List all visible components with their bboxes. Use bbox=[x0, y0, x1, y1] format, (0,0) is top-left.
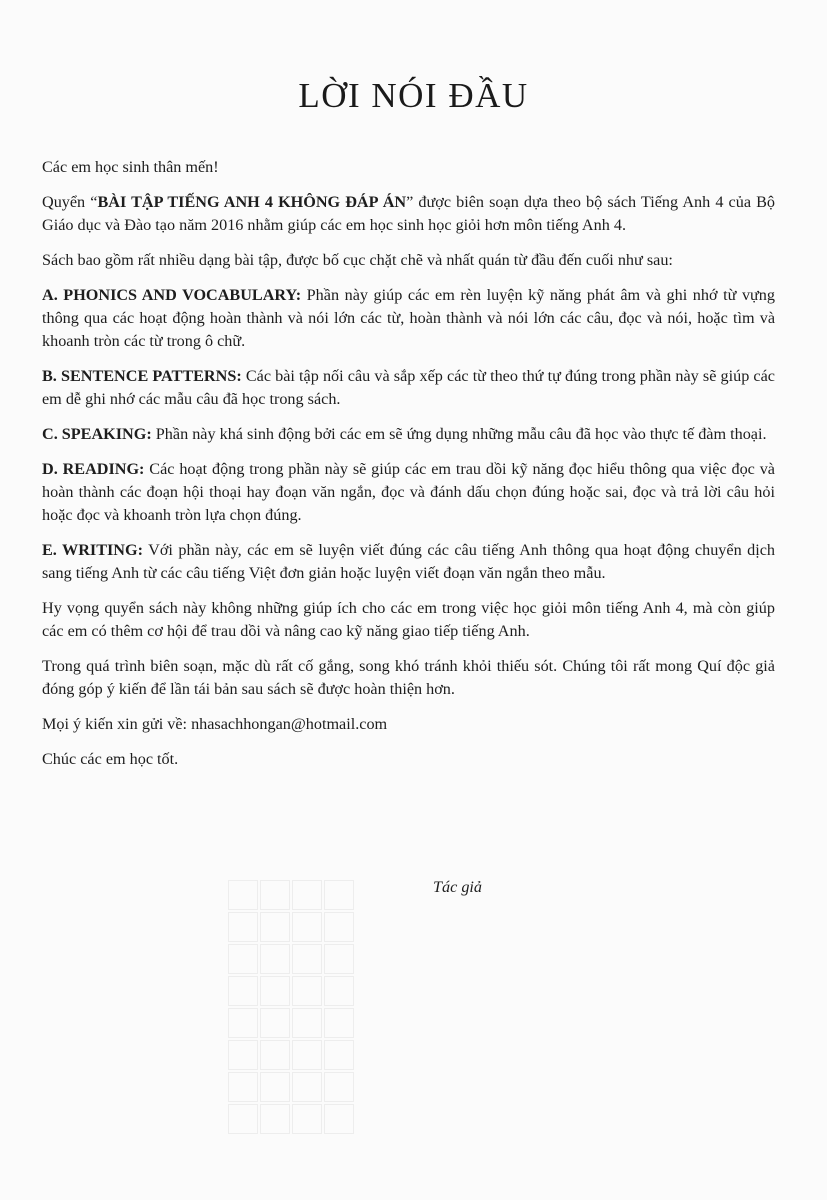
show-through-grid-artifact bbox=[228, 880, 354, 1134]
contact-label: Mọi ý kiến xin gửi về: bbox=[42, 715, 192, 733]
apology-paragraph: Trong quá trình biên soạn, mặc dù rất cố gắng, song khó tránh khỏi thiếu sót. Chúng tôi rất mong Quí độc giả đóng góp ý kiến để lần tái bản sau sách sẽ được hoàn thiện hơn. bbox=[42, 657, 775, 698]
section-heading: C. SPEAKING: bbox=[42, 425, 152, 443]
intro-paragraph bbox=[42, 191, 775, 237]
contact-paragraph bbox=[42, 713, 775, 736]
section-text: Các hoạt động trong phần này sẽ giúp các em trau dồi kỹ năng đọc hiểu thông qua việc đọc và hoàn thành các đoạn hội thoại hay đoạn văn ngắn, đọc và đánh dấu chọn đúng hoặc sai, đọc và trả lời câu hỏi hoặc đọc và khoanh tròn lựa chọn đúng. bbox=[42, 460, 775, 524]
intro-text-before: Quyển “ bbox=[42, 193, 98, 211]
structure-intro-paragraph: Sách bao gồm rất nhiều dạng bài tập, được bố cục chặt chẽ và nhất quán từ đầu đến cuối như sau: bbox=[42, 251, 673, 269]
section-paragraph-reading bbox=[42, 458, 775, 527]
page-title: LỜI NÓI ĐẦU bbox=[298, 76, 529, 115]
section-text: Với phần này, các em sẽ luyện viết đúng các câu tiếng Anh thông qua hoạt động chuyển dịch sang tiếng Anh từ các câu tiếng Việt đơn giản hoặc luyện viết đoạn văn ngắn theo mẫu. bbox=[42, 541, 776, 582]
section-heading: E. WRITING: bbox=[42, 541, 143, 559]
section-text: Phần này khá sinh động bởi các em sẽ ứng dụng những mẫu câu đã học vào thực tế đàm thoại. bbox=[151, 425, 767, 443]
preface-body bbox=[42, 156, 775, 783]
book-title: BÀI TẬP TIẾNG ANH 4 KHÔNG ĐÁP ÁN bbox=[97, 193, 407, 211]
section-heading: B. SENTENCE PATTERNS: bbox=[42, 367, 242, 385]
contact-email: nhasachhongan@hotmail.com bbox=[191, 715, 388, 733]
section-text: Phần này giúp các em rèn luyện kỹ năng phát âm và ghi nhớ từ vựng thông qua các hoạt động hoàn thành và nói lớn các từ, hoàn thành và nói lớn các câu, đọc và nói, hoặc tìm và khoanh tròn các từ trong ô chữ. bbox=[42, 286, 775, 350]
section-paragraph-speaking bbox=[42, 423, 775, 446]
section-paragraph-phonics bbox=[42, 284, 775, 353]
section-text: Các bài tập nối câu và sắp xếp các từ theo thứ tự đúng trong phần này sẽ giúp các em dễ ghi nhớ các mẫu câu đã học trong sách. bbox=[42, 367, 775, 408]
intro-text-after: ” được biên soạn dựa theo bộ sách Tiếng Anh 4 của Bộ Giáo dục và Đào tạo năm 2016 nhằm giúp các em học sinh học giỏi hơn môn tiếng Anh 4. bbox=[42, 193, 776, 234]
section-heading: D. READING: bbox=[42, 460, 145, 478]
section-paragraph-writing bbox=[42, 539, 775, 585]
author-signature: Tác giả bbox=[433, 878, 483, 896]
closing-paragraph: Chúc các em học tốt. bbox=[42, 750, 179, 768]
greeting-paragraph: Các em học sinh thân mến! bbox=[42, 158, 219, 176]
section-paragraph-sentence-patterns bbox=[42, 365, 775, 411]
section-heading: A. PHONICS AND VOCABULARY: bbox=[42, 286, 302, 304]
hope-paragraph: Hy vọng quyển sách này không những giúp ích cho các em trong việc học giỏi môn tiếng Anh 4, mà còn giúp các em có thêm cơ hội để trau dồi và nâng cao kỹ năng giao tiếp tiếng Anh. bbox=[42, 599, 775, 640]
